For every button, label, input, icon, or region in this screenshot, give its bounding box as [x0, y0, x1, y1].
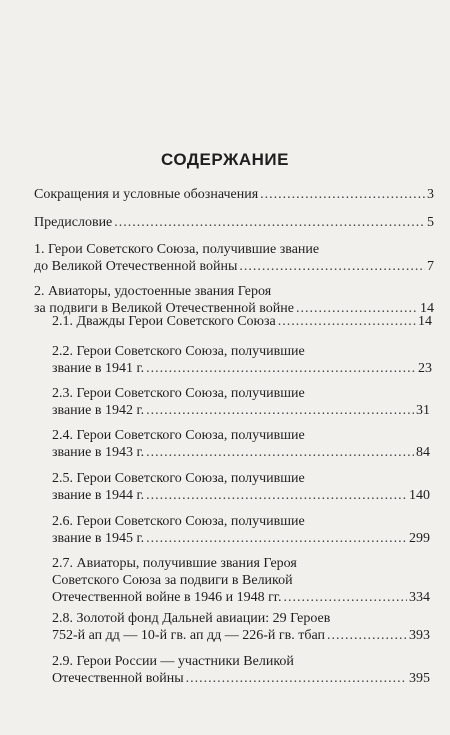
toc-entry-text: звание в 1942 г.	[52, 403, 145, 418]
toc-entry-text: 2.7. Авиаторы, получившие звания Героя	[52, 556, 297, 571]
toc-page-number: 393	[409, 628, 430, 643]
toc-entry-text: Отечественной войне в 1946 и 1948 гг.	[52, 590, 282, 605]
toc-page-number: 334	[409, 590, 430, 605]
dot-leader	[260, 186, 425, 203]
toc-entry-text: 2.9. Герои России — участники Великой	[52, 654, 294, 669]
dot-leader	[283, 589, 407, 606]
toc-entry-text: 2.1. Дважды Герои Советского Союза	[52, 314, 276, 329]
toc-entry-text: 2.8. Золотой фонд Дальней авиации: 29 Героев	[52, 611, 331, 626]
toc-page-number: 14	[418, 314, 432, 329]
toc-entry-text: 2.3. Герои Советского Союза, получившие	[52, 386, 305, 401]
toc-entry-text: Советского Союза за подвиги в Великой	[52, 573, 293, 588]
dot-leader	[278, 313, 416, 330]
toc-page-number: 5	[427, 215, 434, 230]
toc-entry-text: 1. Герои Советского Союза, получившие звание	[34, 242, 320, 257]
toc-entry-text: за подвиги в Великой Отечественной войне	[34, 301, 294, 316]
toc-entry-text: звание в 1945 г.	[52, 531, 145, 546]
dot-leader	[146, 530, 407, 547]
toc-page-number: 395	[409, 671, 430, 686]
toc-entry-text: 2.6. Герои Советского Союза, получившие	[52, 514, 305, 529]
toc-page-number: 140	[409, 488, 430, 503]
toc-page-number: 299	[409, 531, 430, 546]
toc-entry-text: звание в 1944 г.	[52, 488, 145, 503]
toc-entry-text: Отечественной войны	[52, 671, 184, 686]
toc-entry-text: 2.4. Герои Советского Союза, получившие	[52, 428, 305, 443]
toc-entry-text: Предисловие	[34, 215, 113, 230]
toc-page-number: 31	[416, 403, 430, 418]
toc-entry-text: звание в 1943 г.	[52, 445, 145, 460]
toc-entry-text: 752-й ап дд — 10-й гв. ап дд — 226-й гв. тбап	[52, 628, 325, 643]
toc-entry-text: звание в 1941 г.	[52, 361, 145, 376]
dot-leader	[114, 214, 425, 231]
dot-leader	[146, 487, 407, 504]
toc-page-number: 3	[427, 187, 434, 202]
toc-page-number: 7	[427, 259, 434, 274]
dot-leader	[146, 402, 414, 419]
dot-leader	[186, 670, 407, 687]
toc-page-number: 23	[418, 361, 432, 376]
toc-page-number: 84	[416, 445, 430, 460]
dot-leader	[239, 258, 425, 275]
dot-leader	[327, 627, 407, 644]
toc-page-number: 14	[420, 301, 434, 316]
toc-entry-text: Сокращения и условные обозначения	[34, 187, 259, 202]
dot-leader	[146, 360, 416, 377]
page-title: СОДЕРЖАНИЕ	[161, 150, 289, 169]
toc-entry-text: до Великой Отечественной войны	[34, 259, 238, 274]
toc-entry-text: 2.5. Герои Советского Союза, получившие	[52, 471, 305, 486]
dot-leader	[146, 444, 414, 461]
toc-entry-text: 2. Авиаторы, удостоенные звания Героя	[34, 284, 272, 299]
toc-entry-text: 2.2. Герои Советского Союза, получившие	[52, 344, 305, 359]
